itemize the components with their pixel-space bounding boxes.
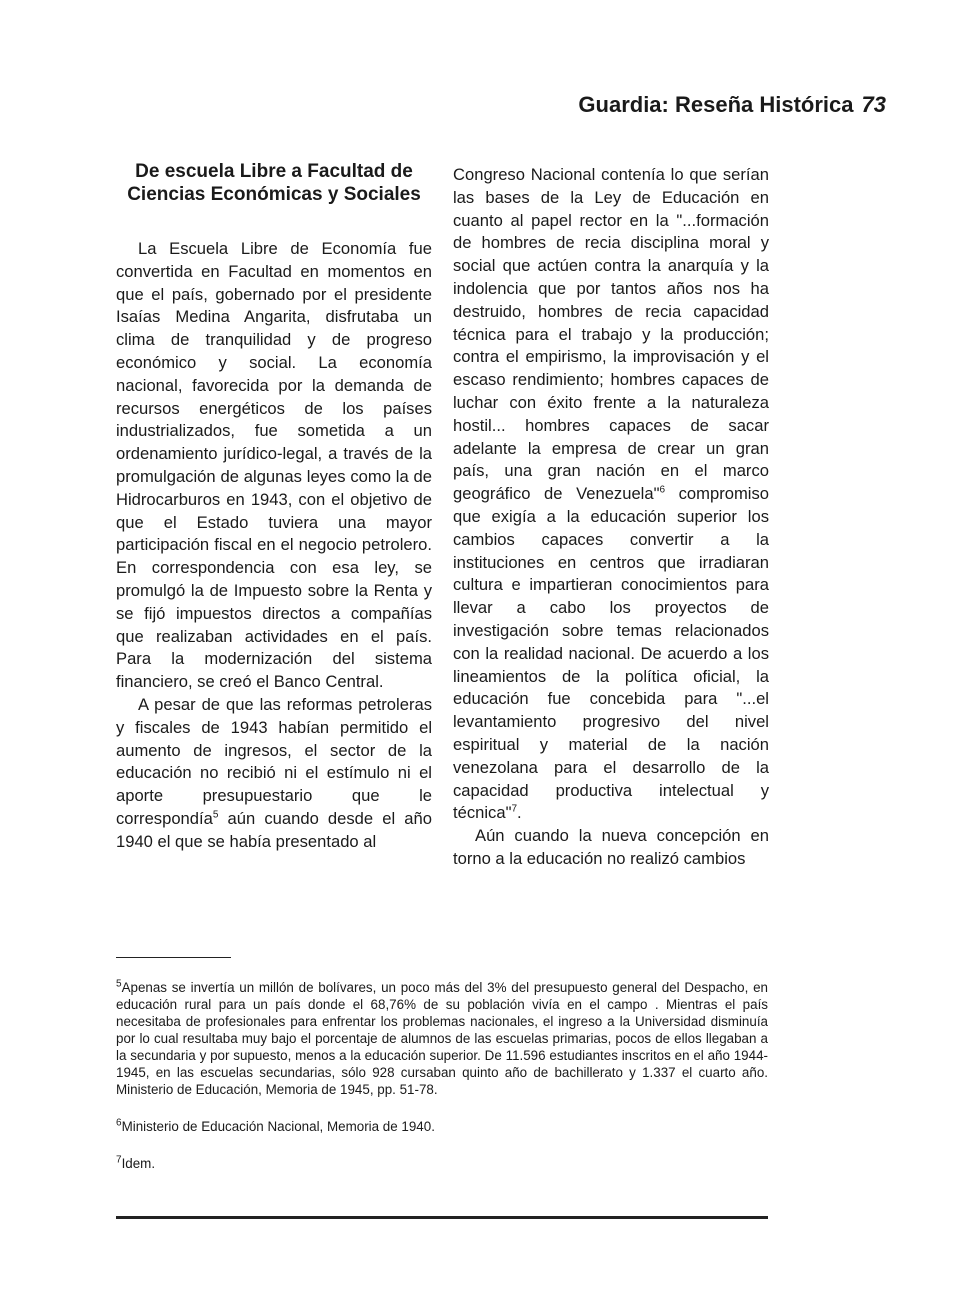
paragraph-text: Congreso Nacional contenía lo que serían las bases de la Ley de Educación en cuanto al papel rector en la "...formación de hombres de recia disciplina moral y social que actúen contra la anarquía y la indolencia que por tantos años nos ha destruido, hombres de recia capacidad técnica para el trabajo y la producción; contra el empirismo, la improvisación y el escaso rendimiento; hombres capaces de luchar con éxito frente a la naturaleza hostil... hombres capaces de sacar adelante la empresa de crear un gran país, una gran nación en el marco geográfico de Venezuela" [453, 165, 769, 504]
footnotes [116, 979, 768, 1192]
footnote-reference: 5 [212, 809, 219, 821]
footnote-number: 7 [116, 1154, 122, 1166]
paragraph-text: A pesar de que las reformas petroleras y fiscales de 1943 habían permitido el aumento de ingresos, el sector de la educación no recibió ni el estímulo ni el aporte presupuestario que le correspondía [116, 694, 432, 828]
paragraph-text: compromiso que exigía a la educación superior los cambios capaces convertir a la instituciones en centros que irradiaran cultura e impartieran conocimientos para llevar a cabo los proyectos de investigación sobre temas relacionados con la realidad nacional. De acuerdo a los lineamientos de la política oficial, la educación fue concebida para "...el levantamiento progresivo del nivel espiritual y material de la nación venezolana para el desarrollo de la capacidad productiva intelectual y técnica" [453, 484, 769, 823]
footnote-text: Idem. [121, 1156, 156, 1171]
footnote-reference: 6 [659, 484, 666, 496]
bottom-rule [116, 1216, 768, 1219]
footnote-number: 5 [116, 978, 122, 990]
paragraph [116, 694, 432, 854]
running-title: Guardia: Reseña Histórica [578, 92, 854, 117]
paragraph: Aún cuando la nueva concepción en torno a la educación no realizó cambios [453, 826, 769, 868]
running-header [578, 92, 886, 118]
footnote-text: Ministerio de Educación Nacional, Memoria de 1940. [121, 1119, 435, 1134]
left-column [116, 160, 432, 854]
right-column [453, 164, 769, 871]
footnote-reference: 7 [511, 803, 518, 815]
paragraph: La Escuela Libre de Economía fue convertida en Facultad en momentos en que el país, gobernado por el presidente Isaías Medina Angarita, disfrutaba un clima de tranquilidad y de progreso económico y social. La economía nacional, favorecida por la demanda de recursos energéticos de los países industrializados, fue sometida a un ordenamiento jurídico-legal, a través de la promulgación de algunas leyes como la de Hidrocarburos en 1943, con el objetivo de que el Estado tuviera una mayor participación fiscal en el negocio petrolero. En correspondencia con esa ley, se promulgó la de Impuesto sobre la Renta y se fijó impuestos directos a compañías que realizaban actividades en el país. Para la modernización del sistema financiero, se creó el Banco Central. [116, 239, 432, 692]
paragraph-text: aún cuando desde el año 1940 el que se había presentado al [116, 808, 432, 851]
section-title: De escuela Libre a Facultad de Ciencias Económicas y Sociales [127, 161, 421, 205]
footnote [116, 1155, 768, 1172]
footnote-separator [116, 957, 231, 958]
footnote [116, 1118, 768, 1135]
footnote-number: 6 [116, 1117, 122, 1129]
footnote-text: Apenas se invertía un millón de bolívares, un poco más del 3% del presupuesto general del Despacho, en educación rural para un país donde el 68,76% de su población vivía en el campo . Mientras el país necesitaba de profesionales para enfrentar los problemas nacionales, el ingreso a la Universidad disminuía por lo cual resultaba muy bajo el porcentaje de alumnos de las escuelas primarias, pocos de ellos llegaban a la secundaria y por supuesto, menos a la educación superior. De 11.596 estudiantes inscritos en el año 1944-1945, en las escuelas secundarias, sólo 928 cursaban quinto año de bachillerato y 1.337 el cuarto año. Ministerio de Educación, Memoria de 1945, pp. 51-78. [116, 980, 768, 1097]
page-number: 73 [861, 92, 886, 117]
paragraph [453, 164, 769, 825]
footnote [116, 979, 768, 1098]
paragraph-text: . [517, 803, 522, 823]
